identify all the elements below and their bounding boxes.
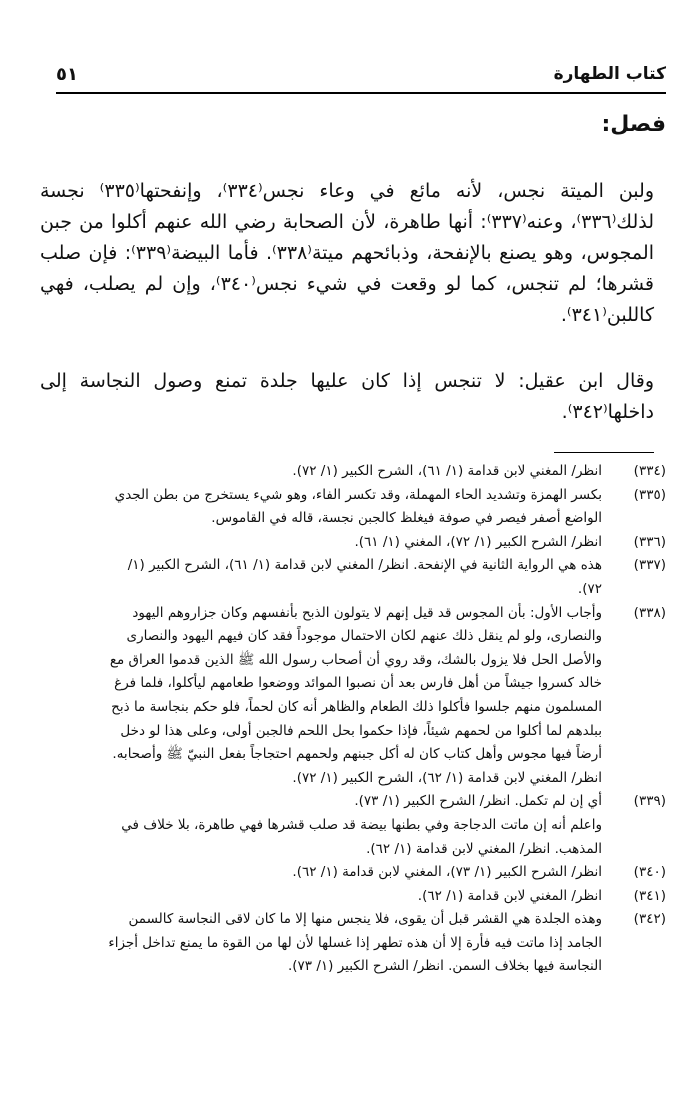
footnote-line: أرضاً فيها مجوس وأهل كتاب كان له أكل جبنهم ولحمهم احتجاجاً بفعل النبيّ ﷺ وأصحابه. xyxy=(112,746,602,763)
footnote-line: خالد كسروا جيشاً من أهل فارس بعد أن نصبوا الموائد ووضعوا طعامهم ليأكلوا، فلما فرغ xyxy=(114,675,602,692)
footnote xyxy=(54,531,666,555)
footnotes-list xyxy=(54,460,666,979)
footnote-text xyxy=(54,484,602,531)
footnote-number: (٣٣٤) xyxy=(633,463,666,479)
footnote-line: انظر/ المغني لابن قدامة (١/ ٦١)، الشرح الكبير (١/ ٧٢). xyxy=(292,463,602,479)
footnote-line: وهذه الجلدة هي القشر قبل أن يقوى، فلا ينجس منها إلا ما كان لاقى النجاسة كالسمن xyxy=(128,911,602,928)
footnote xyxy=(54,790,666,861)
main-paragraph: ولبن الميتة نجس، لأنه مائع في وعاء نجس⁽٣٣٤⁾، وإنفحتها⁽٣٣٥⁾ نجسة لذلك⁽٣٣٦⁾، وعنه⁽٣٣٧⁾: أنها طاهرة، لأن الصحابة رضي الله عنهم أكلوا من جبن المجوس، وهو يصنع بالإنفحة، وذبائحهم ميتة⁽٣٣٨⁾. فأما البيضة⁽٣٣٩⁾: فإن صلب قشرها؛ لم تنجس، كما لو وقعت في شيء نجس⁽٣٤٠⁾، وإن لم يصلب، فهي كاللبن⁽٣٤١⁾. xyxy=(40,180,655,326)
footnote-text xyxy=(54,554,602,601)
footnote-line: انظر/ الشرح الكبير (١/ ٧٢)، المغني (١/ ٦١). xyxy=(354,533,602,550)
footnote-number: (٣٣٥) xyxy=(633,486,666,503)
footnote-line: بكسر الهمزة وتشديد الحاء المهملة، وقد تكسر الفاء، وهو شيء يستخرج من بطن الجدي xyxy=(114,486,602,503)
footnote-line: انظر/ المغني لابن قدامة (١/ ٦٢)، الشرح الكبير (١/ ٧٢). xyxy=(292,769,602,786)
footnote-number: (٣٤٠) xyxy=(633,864,666,881)
footnote xyxy=(54,460,666,484)
footnote-number: (٣٣٧) xyxy=(633,557,666,574)
footnote xyxy=(54,908,666,979)
footnote-line: ٧٢). xyxy=(577,580,602,597)
section-heading: فصل: xyxy=(601,112,666,137)
footnote-text xyxy=(54,908,602,979)
footnote-separator xyxy=(554,452,654,453)
footnote-line: النجاسة فيها بخلاف السمن. انظر/ الشرح الكبير (١/ ٧٣). xyxy=(287,958,602,975)
footnote-line: المذهب. انظر/ المغني لابن قدامة (١/ ٦٢). xyxy=(366,840,602,857)
footnote xyxy=(54,554,666,601)
footnote-number: (٣٣٩) xyxy=(633,793,666,810)
footnote-text xyxy=(54,885,602,909)
footnote-number: (٣٣٦) xyxy=(633,533,666,550)
footnote-text xyxy=(54,531,602,555)
footnote-text xyxy=(54,460,602,484)
footnote-line: ببلدهم لما أكلوا من لحمهم شيئاً، فإذا حكموا بحل اللحم فالجبن أولى، وعلى هذا لو دخل xyxy=(120,722,602,739)
footnote-line: الجامد إذا ماتت فيه فأرة إلا أن هذه تطهر إذا غسلها لأن لها من القوة ما يمنع تداخل أجزاء xyxy=(108,934,602,951)
footnote xyxy=(54,861,666,885)
footnote-line: انظر/ المغني لابن قدامة (١/ ٦٢). xyxy=(417,887,602,904)
footnote-line: والأصل الحل فلا يزول بالشك، وقد روي أن أصحاب رسول الله ﷺ الذين قدموا العراق مع xyxy=(109,651,602,668)
footnote xyxy=(54,602,666,791)
footnote-line: وأجاب الأول: بأن المجوس قد قيل إنهم لا يتولون الذبح بأنفسهم وكان جزاروهم اليهود xyxy=(132,604,602,621)
footnote-line: المسلمون منهم جلسوا فأكلوا ذلك الطعام والظاهر أنه كان لحماً، فلو حكم بنجاسة ما ذبح xyxy=(111,698,602,715)
footnote-number: (٣٤١) xyxy=(633,887,666,904)
page-header xyxy=(56,56,666,94)
main-paragraph: وقال ابن عقيل: لا تنجس إذا كان عليها جلدة تمنع وصول النجاسة إلى داخلها⁽٣٤٢⁾. xyxy=(40,370,654,423)
footnote-text xyxy=(54,602,602,791)
footnote-text xyxy=(54,861,602,885)
footnote-number: (٣٣٨) xyxy=(633,604,666,621)
footnote xyxy=(54,484,666,531)
footnote xyxy=(54,885,666,909)
footnote-line: هذه هي الرواية الثانية في الإنفحة. انظر/ المغني لابن قدامة (١/ ٦١)، الشرح الكبير (١/ xyxy=(127,557,602,574)
footnote-line: والنصارى، ولو لم ينقل ذلك عنهم لكان الاحتمال موجوداً فقد كان فيهم اليهود والنصارى xyxy=(126,628,602,645)
footnote-line: الواضع أصفر فيصر في صوفة فيغلظ كالجبن نجسة، قاله في القاموس. xyxy=(211,510,602,527)
footnote-text xyxy=(54,790,602,861)
footnote-line: أي إن لم تكمل. انظر/ الشرح الكبير (١/ ٧٣). xyxy=(354,793,602,810)
footnote-line: واعلم أنه إن ماتت الدجاجة وفي بطنها بيضة قد صلب قشرها فهي طاهرة، بلا خلاف في xyxy=(121,816,602,833)
book-chapter-title: كتاب الطهارة xyxy=(553,64,666,84)
page-number: ٥١ xyxy=(56,63,78,85)
footnote-line: انظر/ الشرح الكبير (١/ ٧٣)، المغني لابن قدامة (١/ ٦٢). xyxy=(292,864,602,881)
footnote-number: (٣٤٢) xyxy=(633,911,666,928)
